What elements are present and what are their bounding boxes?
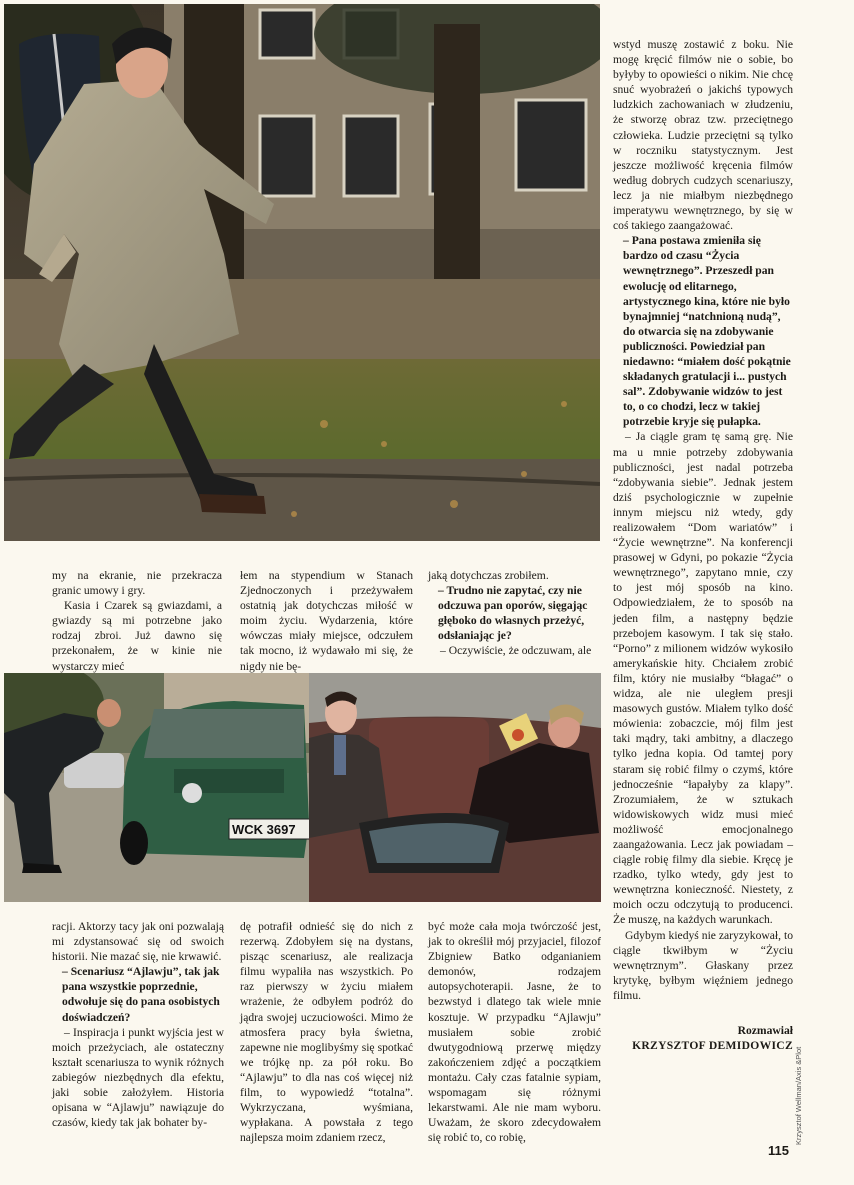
signature-title: Rozmawiał: [737, 1024, 793, 1037]
text-column-bottom-2: [240, 919, 413, 1145]
text-column-bottom-3: [428, 919, 601, 1145]
paragraph: my na ekranie, nie przekracza granic umowy i gry.: [52, 569, 222, 598]
paragraph: – Oczywiście, że odczuwam, ale: [440, 644, 592, 658]
paragraph: – Ja ciągle gram tę samą grę. Nie ma u mnie potrzeby zdobywania publiczności, jest nadal potrzeba “zdobywania siebie”. Jednak jestem dziś psychologicznie w zupełnie innym miejscu niż wtedy, gdy realizowałem “Dom wariatów” i “Życie wewnętrzne”. Na konferencji prasowej w Gdyni, po pokazie “Życia wewnętrznego”, zapytano mnie, czy to jest mój sposób na kino. Odpowiedziałem, że to sposób na jeden film, a następny będzie przebojem kasowym. I tak się stało. “Porno” z milionem widzów wykosiło amerykańskie hity. Chciałem zrobić film, który nie musiałby “błagać” o widza, ale nie uległem presji masowych gustów. Miałem tylko dość mówienia: zobaczcie, mój film jest taki mądry, taki ambitny, a dlaczego tylko jedna kopia. Od tamtej pory staram się robić filmy o czymś, które jednocześnie “łapałyby za klapy”. Zrozumiałem, że w sztukach widowiskowych widz musi mieć możliwość emocjonalnego zaangażowania. Lecz jak powiadam – ciągle robię filmy dla siebie. Kręcę je rzadko, tylko wtedy, gdy jest to wewnętrzna konieczność. Niestety, z moich oczu odczytują to producenci. Że muszę, na każdych warunkach.: [613, 430, 793, 927]
photo-credit: Krzysztof Wellman/Axis &Plot: [794, 1046, 803, 1145]
license-plate-text: WCK 3697: [232, 822, 296, 837]
paragraph: być może cała moja twórczość jest, jak to określił mój przyjaciel, filozof Zbigniew Batko odganianiem demonów, rodzajem autopsychoterapii. Jasne, że to bezwstyd i dlatego tak wiele mnie kosztuje. W przypadku “Ajlawju” musiałem sobie zrobić dwutygodniową przerwę między zakończeniem zdjęć a początkiem montażu. Cały czas fatalnie sypiam, wspomagam się różnymi lekarstwami. Ale nie mam wyboru. Uważam, że skoro zdecydowałem się robić to, co robię,: [428, 920, 601, 1145]
text-column-top-right: [613, 37, 793, 1053]
text-column-mid-2: [240, 568, 413, 674]
page-number: 115: [768, 1143, 789, 1158]
paragraph: wstyd muszę zostawić z boku. Nie mogę kręcić filmów nie o sobie, bo byłyby to opowieści o nikim. Nie chcę snuć wyobrażeń o jakichś typowych ludzkich zachowaniach w złudzeniu, że stworzę obraz tzw. przeciętnego człowieka. Ludzie przeciętni są tylko w roczniku statystycznym. Jest jeszcze możliwość kręcenia filmów według dobrych cudzych scenariuszy, lecz ja nie miałbym niezbędnego imperatywu wewnętrznego, by się w coś takiego zaangażować.: [613, 38, 793, 233]
paragraph: dę potrafił odnieść się do nich z rezerwą. Zdobyłem się na dystans, pisząc scenariusz, ale realizacja filmu wypaliła nas wszystkich. Po raz pierwszy w życiu miałem wrażenie, że odbyłem podróż do jądra swojej uczuciowości. Mimo że atmosfera pracy była świetna, zapewne nie moglibyśmy się spotkać we trójkę np. za pół roku. Bo “Ajlawju” to dla nas coś więcej niż film, to wypowiedź “totalna”. Wykrzyczana, wyśmiana, wypłakana. A powstała z tego najlepsza moim zdaniem rzecz,: [240, 920, 413, 1145]
signature-name: KRZYSZTOF DEMIDOWICZ: [632, 1039, 793, 1053]
text-column-bottom-1: [52, 919, 224, 1130]
photo-couple-sofa: [309, 673, 601, 902]
interviewer-question: – Pana postawa zmieniła się bardzo od czasu “Życia wewnętrznego”. Przeszedł pan ewolucję od elitarnego, artystycznego kina, które nie było bynajmniej “natchnioną nudą”, do otwarcia się na zdobywanie publiczności. Powiedział pan niedawno: “miałem dość pokątnie składanych gratulacji i... pustych sal”. Zdobywanie widzów to jest to, o co chodzi, lecz w takiej potrzebie kryje się pułapka.: [623, 234, 791, 429]
interviewer-question: – Trudno nie zapytać, czy nie odczuwa pan oporów, sięgając głęboko do własnych przeżyć, odsłaniając je?: [438, 584, 588, 643]
paragraph: Kasia i Czarek są gwiazdami, a gwiazdy są mi potrzebne jako rodzaj zbroi. Już dawno się przekonałem, że w kinie nie wystarczy mieć: [52, 599, 222, 673]
paragraph: łem na stypendium w Stanach Zjednoczonych i przeżywałem ostatnią jak dotychczas miłość w moim życiu. Wydarzenia, które wówczas miały miejsce, odczułem tak mocno, iż wydawało mi się, że nigdy nie bę-: [240, 569, 413, 673]
paragraph: – Inspiracja i punkt wyjścia jest w moich przeżyciach, ale ostateczny kształt scenariusza to wynik różnych zabiegów niezbędnych dla efektu, jaki sobie założyłem. Historia opisana w “Ajlawju” nawiązuje do czasów, kiedy tak jak bohater by-: [52, 1025, 224, 1130]
paragraph: jaką dotychczas zrobiłem.: [428, 569, 549, 582]
paragraph: Gdybym kiedyś nie zaryzykował, to ciągle tkwiłbym w “Życiu wewnętrznym”. Głaskany przez krytykę, byłbym więźniem jednego filmu.: [613, 928, 793, 1002]
photo-running-man: [4, 4, 600, 541]
photo-car-scene: [4, 673, 309, 902]
interviewer-question: – Scenariusz “Ajlawju”, tak jak pana wszystkie poprzednie, odwołuje się do pana osobistych doświadczeń?: [62, 965, 220, 1024]
text-column-mid-3: [428, 568, 601, 659]
text-column-mid-1: [52, 568, 222, 674]
paragraph: racji. Aktorzy tacy jak oni pozwalają mi zdystansować się od swoich historii. Nie mazać się, nie krwawić.: [52, 920, 224, 964]
